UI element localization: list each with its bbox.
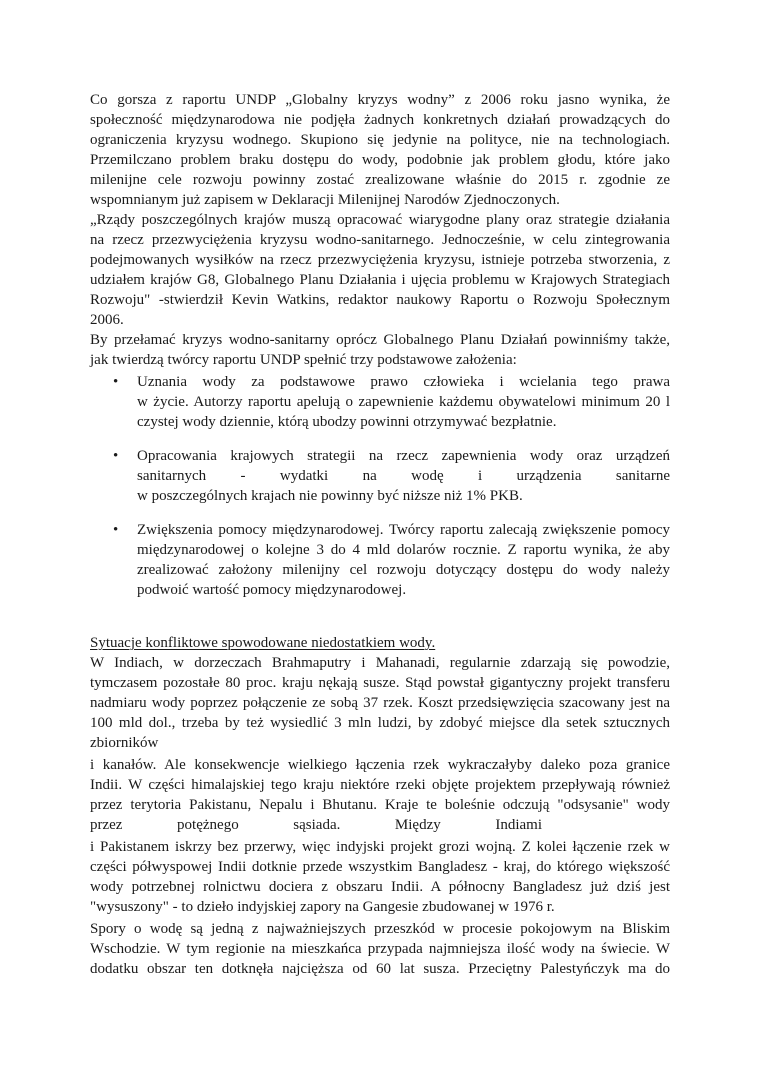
text-line: Spory o wodę są jedną z najważniejszych przeszkód w procesie pokojowym na Bliskim [90, 921, 670, 937]
text-line: społeczność międzynarodowa nie podjęła żadnych konkretnych działań prowadzących do [90, 112, 670, 128]
text-line: "wysuszony" - to dzieło indyjskiej zapory na Gangesie zbudowanej w 1976 r. [90, 899, 555, 915]
text-line: Uznania wody za podstawowe prawo człowieka i wcielania tego prawa [137, 374, 670, 390]
text-line: Co gorsza z raportu UNDP „Globalny kryzys wodny” z 2006 roku jasno wynika, że [90, 92, 670, 108]
text-line: czystej wody dziennie, którą ubodzy powinni otrzymywać bezpłatnie. [137, 414, 557, 430]
text-line: milenijne cele rozwoju powinny zostać zrealizowane właśnie do 2015 r. zgodnie ze [90, 172, 670, 188]
text-line: i kanałów. Ale konsekwencje wielkiego łączenia rzek wykraczałyby daleko poza granice [90, 757, 670, 773]
text-line: przez potężnego sąsiada. Między Indiami [90, 817, 542, 833]
text-line: Indii. W części himalajskiej tego kraju niektóre rzeki objęte projektem przepływają również [90, 777, 670, 793]
bullet-icon: • [113, 522, 119, 538]
text-line: Wschodzie. W tym regionie na mieszkańca przypada najmniejsza ilość wody na świecie. W [90, 941, 670, 957]
text-line: Przemilczano problem braku dostępu do wody, podobnie jak problem głodu, które jako [90, 152, 670, 168]
text-line: zbiorników [90, 735, 159, 751]
text-line: wspomnianym już zapisem w Deklaracji Milenijnej Narodów Zjednoczonych. [90, 192, 560, 208]
text-line: „Rządy poszczególnych krajów muszą opracować wiarygodne plany oraz strategie działania [90, 212, 670, 228]
text-line: w życie. Autorzy raportu apelują o zapewnienie każdemu obywatelowi minimum 20 l [137, 394, 670, 410]
text-line: i Pakistanem iskrzy bez przerwy, więc indyjski projekt grozi wojną. Z kolei łączenie rzek w [90, 839, 670, 855]
text-line: podejmowanych wysiłków na rzecz przezwyciężenia kryzysu, istnieje potrzeba stworzenia, z [90, 252, 670, 268]
text-line: By przełamać kryzys wodno-sanitarny oprócz Globalnego Planu Działań powinniśmy także, [90, 332, 670, 348]
text-line: dodatku obszar ten dotknęła najcięższa od 60 lat susza. Przeciętny Palestyńczyk ma do [90, 961, 670, 977]
text-line: na rzecz przezwyciężenia kryzysu wodno-sanitarnego. Jednocześnie, w celu zintegrowania [90, 232, 670, 248]
text-line: w poszczególnych krajach nie powinny być niższe niż 1% PKB. [137, 488, 523, 504]
bullet-icon: • [113, 374, 119, 390]
text-line: Zwiększenia pomocy międzynarodowej. Twórcy raportu zalecają zwiększenie pomocy [137, 522, 670, 538]
text-line: 2006. [90, 312, 124, 328]
text-line: W Indiach, w dorzeczach Brahmaputry i Mahanadi, regularnie zdarzają się powodzie, [90, 655, 670, 671]
text-line: części półwyspowej Indii dotknie przede wszystkim Bangladesz - kraj, do którego większość [90, 859, 670, 875]
text-line: międzynarodowej o kolejne 3 do 4 mld dolarów rocznie. Z raportu wynika, że aby [137, 542, 670, 558]
text-line: przez terytoria Pakistanu, Nepalu i Bhutanu. Kraje te boleśnie odczują "odsysanie" wody [90, 797, 670, 813]
bullet-icon: • [113, 448, 119, 464]
text-line: nadmiaru wody poprzez połączenie ze sobą 37 rzek. Koszt przedsięwzięcia szacowany jest na [90, 695, 670, 711]
text-line: 100 mld dol., trzeba by też wysiedlić 3 mln ludzi, by zdobyć miejsce dla setek sztucznych [90, 715, 670, 731]
text-line: udziałem krajów G8, Globalnego Planu Działania i ujęcia problemu w Krajowych Strategiach [90, 272, 670, 288]
text-line: jak twierdzą twórcy raportu UNDP spełnić trzy podstawowe założenia: [90, 352, 517, 368]
section-heading: Sytuacje konfliktowe spowodowane niedostatkiem wody. [90, 635, 436, 651]
text-line: wody potrzebnej rolnictwu dociera z obszaru Indii. A północny Bangladesz już dziś jest [90, 879, 670, 895]
text-line: zrealizować założony milenijny cel rozwoju dotyczący dostępu do wody należy [137, 562, 670, 578]
text-line: tymczasem pozostałe 80 proc. kraju nękają susze. Stąd powstał gigantyczny projekt transferu [90, 675, 670, 691]
text-line: sanitarnych - wydatki na wodę i urządzenia sanitarne [137, 468, 670, 484]
text-line: Opracowania krajowych strategii na rzecz zapewnienia wody oraz urządzeń [137, 448, 670, 464]
text-line: podwoić wartość pomocy międzynarodowej. [137, 582, 407, 598]
text-line: ograniczenia kryzysu wodnego. Skupiono się jedynie na polityce, nie na technologiach. [90, 132, 670, 148]
text-line: Rozwoju" -stwierdził Kevin Watkins, redaktor naukowy Raportu o Rozwoju Społecznym [90, 292, 670, 308]
